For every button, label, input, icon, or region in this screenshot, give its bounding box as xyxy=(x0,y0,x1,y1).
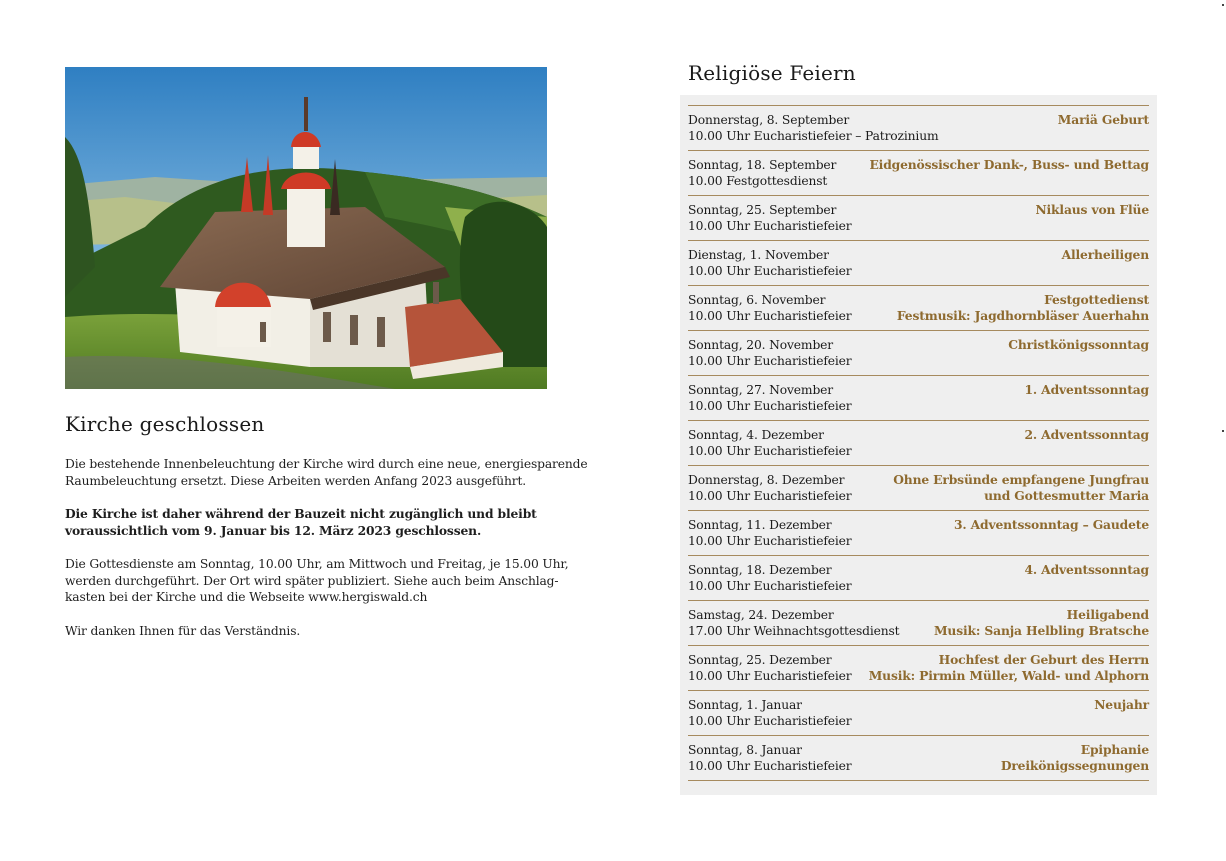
event-time: 10.00 Uhr Eucharistiefeier xyxy=(688,309,852,323)
event-row xyxy=(688,510,1149,555)
event-feast: Neujahr xyxy=(1094,697,1149,712)
event-row xyxy=(688,600,1149,645)
event-feast: Ohne Erbsünde empfangene Jungfrau xyxy=(893,472,1149,487)
page-edge-mark xyxy=(1222,430,1224,432)
event-time: 10.00 Uhr Eucharistiefeier – Patrozinium xyxy=(688,129,939,143)
page-edge-mark xyxy=(1222,4,1224,6)
paragraph-services: Die Gottesdienste am Sonntag, 10.00 Uhr, am Mittwoch und Freitag, je 15.00 Uhr, werden durchgeführt. Der Ort wird später publiziert. Siehe auch beim Anschlag- kasten bei der Kirche und die Webseite www.hergiswald.ch xyxy=(65,557,569,604)
event-time: 10.00 Uhr Eucharistiefeier xyxy=(688,579,852,593)
event-date: Dienstag, 1. November xyxy=(688,248,829,262)
event-time: 10.00 Uhr Eucharistiefeier xyxy=(688,759,852,773)
event-date: Sonntag, 6. November xyxy=(688,293,826,307)
event-time: 10.00 Uhr Eucharistiefeier xyxy=(688,444,852,458)
event-feast: Mariä Geburt xyxy=(1057,112,1149,127)
paragraph-thanks: Wir danken Ihnen für das Verständnis. xyxy=(65,623,301,638)
event-time: 17.00 Uhr Weihnachtsgottesdienst xyxy=(688,624,900,638)
events-list xyxy=(688,105,1149,781)
event-row xyxy=(688,285,1149,330)
paragraph-lighting: Die bestehende Innenbeleuchtung der Kirche wird durch eine neue, energiesparende Raumbeleuchtung ersetzt. Diese Arbeiten werden Anfang 2023 ausgeführt. xyxy=(65,457,588,488)
event-date: Sonntag, 25. September xyxy=(688,203,837,217)
event-feast-detail: Festmusik: Jagdhornbläser Auerhahn xyxy=(896,308,1149,323)
event-date: Sonntag, 27. November xyxy=(688,383,834,397)
event-time: 10.00 Uhr Eucharistiefeier xyxy=(688,219,852,233)
event-row xyxy=(688,645,1149,690)
church-photo xyxy=(65,67,547,389)
event-date: Donnerstag, 8. Dezember xyxy=(688,473,845,487)
event-time: 10.00 Uhr Eucharistiefeier xyxy=(688,354,852,368)
event-row xyxy=(688,150,1149,195)
event-date: Sonntag, 25. Dezember xyxy=(688,653,832,667)
event-row xyxy=(688,195,1149,240)
left-title: Kirche geschlossen xyxy=(65,412,265,436)
event-row xyxy=(688,240,1149,285)
event-feast: 2. Adventssonntag xyxy=(1024,427,1149,442)
event-feast: Niklaus von Flüe xyxy=(1035,202,1149,217)
event-row xyxy=(688,330,1149,375)
event-feast: 4. Adventssonntag xyxy=(1024,562,1149,577)
event-time: 10.00 Uhr Eucharistiefeier xyxy=(688,264,852,278)
event-feast: Heiligabend xyxy=(1066,607,1149,622)
left-body xyxy=(65,456,588,656)
event-feast: Epiphanie xyxy=(1080,742,1149,757)
event-date: Sonntag, 20. November xyxy=(688,338,834,352)
paragraph-closure: Die Kirche ist daher während der Bauzeit nicht zugänglich und bleibt voraussichtlich vom 9. Januar bis 12. März 2023 geschlossen. xyxy=(65,506,537,538)
event-feast: Eidgenössischer Dank-, Buss- und Bettag xyxy=(869,157,1149,172)
event-row xyxy=(688,465,1149,510)
event-row xyxy=(688,690,1149,735)
event-date: Sonntag, 18. September xyxy=(688,158,837,172)
event-feast-detail: und Gottesmutter Maria xyxy=(984,488,1149,503)
event-date: Sonntag, 18. Dezember xyxy=(688,563,832,577)
event-row xyxy=(688,105,1149,150)
event-date: Donnerstag, 8. September xyxy=(688,113,850,127)
event-feast: Festgottedienst xyxy=(1044,292,1149,307)
event-date: Sonntag, 8. Januar xyxy=(688,743,802,757)
event-feast: 3. Adventssonntag – Gaudete xyxy=(953,517,1149,532)
event-date: Sonntag, 4. Dezember xyxy=(688,428,824,442)
event-feast: Allerheiligen xyxy=(1061,247,1149,262)
event-row xyxy=(688,735,1149,781)
event-feast: Christkönigssonntag xyxy=(1008,337,1149,352)
event-time: 10.00 Uhr Eucharistiefeier xyxy=(688,399,852,413)
event-row xyxy=(688,555,1149,600)
event-time: 10.00 Uhr Eucharistiefeier xyxy=(688,534,852,548)
event-date: Sonntag, 11. Dezember xyxy=(688,518,832,532)
event-date: Samstag, 24. Dezember xyxy=(688,608,834,622)
event-feast-detail: Dreikönigssegnungen xyxy=(1000,758,1149,773)
event-time: 10.00 Uhr Eucharistiefeier xyxy=(688,669,852,683)
event-feast: Hochfest der Geburt des Herrn xyxy=(938,652,1149,667)
event-feast-detail: Musik: Sanja Helbling Bratsche xyxy=(933,623,1149,638)
event-time: 10.00 Festgottesdienst xyxy=(688,174,828,188)
event-time: 10.00 Uhr Eucharistiefeier xyxy=(688,489,852,503)
event-row xyxy=(688,420,1149,465)
event-feast-detail: Musik: Pirmin Müller, Wald- und Alphorn xyxy=(868,668,1149,683)
events-panel xyxy=(680,95,1157,795)
event-time: 10.00 Uhr Eucharistiefeier xyxy=(688,714,852,728)
event-row xyxy=(688,375,1149,420)
event-feast: 1. Adventssonntag xyxy=(1024,382,1149,397)
event-date: Sonntag, 1. Januar xyxy=(688,698,802,712)
right-title: Religiöse Feiern xyxy=(688,61,856,85)
